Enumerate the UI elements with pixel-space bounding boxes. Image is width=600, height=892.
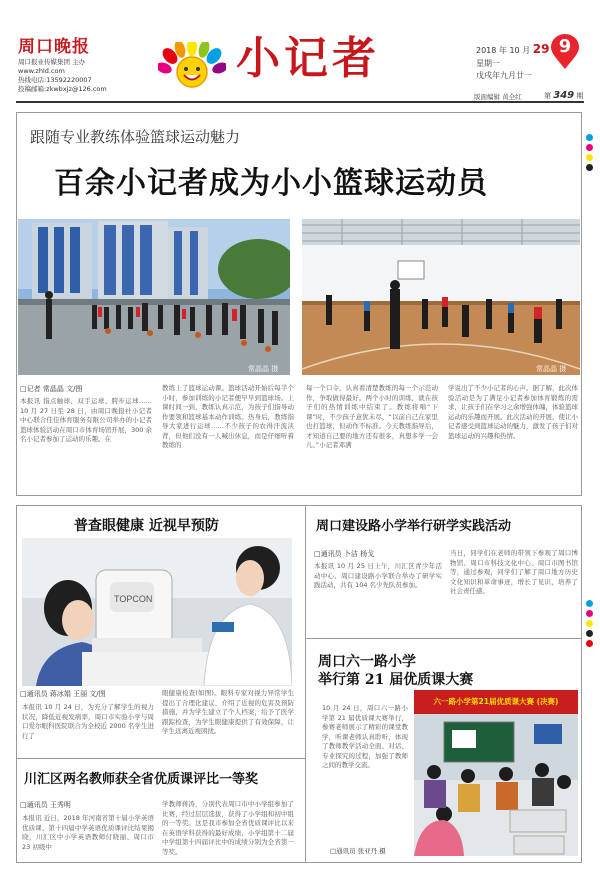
hotline-text: 热线电话:13592220007 [18,76,92,84]
cmyk-dot-yellow [586,154,593,161]
lunar-date: 戊戌年九月廿一 [476,71,532,80]
award-text-col1: 本报讯 近日，2018 年河南省第十届小学英语优质课、第十四届中学英语优质课评比结果揭晓，川汇区中小学英语教师付晓丽、周口市 23 初级中 [22,814,154,851]
lead-byline: □记者 常晶晶 文/图 [20,385,83,393]
date-year-month: 2018 年 10 月 [476,46,531,55]
lead-text-col4: 学说出了不少小记者的心声。据了解，此次体验活动是为了满足小记者参加体育锻炼的需求，让孩子们在学习之余增强体魄，体验篮球运动的乐趣而开展。此次活动的开展，使让小记者感受到篮球运动的魅力，激发了孩子们对篮球运动的兴趣和热情。 [448,384,578,440]
eye-text-col1: 本报讯 10 月 24 日，为充分了解学生的视力状况，降低近视发病率，周口市实验小学与周口爱尔眼科医院联合为全校近 2000 名学生进行了 [22,703,154,740]
class-contest-photo [414,690,578,856]
class-text: 10 月 24 日，周口六一路小学第 21 届优质课大赛举行，参赛老师展示了精彩的课堂教学，听课老师认真聆听，体现了教师教学活动全面、对话、专业探究的过程，加强了教师之间的教学交流。 [322,704,408,769]
award-text-col2: 学教师蒋涛，分别代表周口市中小学组参加了比赛，经过层层选拔，获得了小学组和初中组的一等奖。这是我市参加全省优质课评比以来在英语学科获得的最好成绩，小学组第十二届中学组第十四届评比中的成绩分别为全省第一等奖。 [162,800,294,856]
section-divider [305,638,582,639]
award-byline: □通讯员 王秀明 [20,801,71,809]
research-text-col2: 当日，同学们在老师的带领下参观了周口博物馆、周口市科技文化中心、周口市图书馆等，通过参观，同学们了解了周口地方历史文化知识和革命事迹，增长了见识，培养了社会责任感。 [450,549,578,595]
eye-headline: 普查眼健康 近视早预防 [74,518,219,534]
masthead-rule [16,101,584,103]
issue-prefix: 第 [544,92,551,100]
research-headline: 周口建设路小学举行研学实践活动 [316,519,512,534]
class-banner: 六一路小学第21届优质课大赛 (决赛) [433,697,559,706]
eye-text-col2: 眼健康检查(如图)。眼科专家对视力异常学生提出了合理化建议，介绍了近视的危害及预防措施，并为学生建立了个人档案，给予了医学跟踪检查，为学生眼健康提供了有效保障，让学生远离近视困扰。 [162,689,294,735]
weekday: 星期一 [476,59,500,68]
class-headline-pre: 举行第 [318,672,365,688]
section-title: 小记者 [236,33,380,84]
award-headline: 川汇区两名教师获全省优质课评比一等奖 [24,772,259,787]
research-byline: □通讯员 卜洁 杨戈 [314,550,375,558]
newspaper-logo: 周口晚报 [18,37,90,57]
issue-suffix: 期 [576,92,584,100]
sun-logo-icon [158,42,226,92]
column-divider [305,505,306,863]
issue-number-value: 349 [553,90,575,101]
cmyk-dot-cyan [586,134,593,141]
eye-byline: □通讯员 蒋冰娟 王丽 文/图 [20,690,106,698]
lead-kicker: 跟随专业教练体验篮球运动魅力 [30,128,241,146]
lead-text-col2: 教练上了篮球运动课。篮球活动开始后每半个小时，参加训练的小记者便早早到篮球场。上课时间一到，教练认真示范，为孩子们指导动作要领和篮球基本动作训练。热身后，教练指导大家进行运球……不少孩子的农得汗流浃背，但他们没有一人喊出休息，而是仔细听着教练的 [162,384,294,449]
lead-text-col1: 本报讯 指点触球、双手运球、胯步运球……10 月 27 日至 28 日，由周口晚报社小记者中心联合佳佳体育服务有限公司举办的小记者篮球体验活动在周口市体育场馆开展，300 余名小记者参加了运动的乐趣。在 [20,397,152,443]
editor-credit: 版面编辑 黄全红 [474,93,522,101]
research-text-col1: 本报讯 10 月 25 日上午，川汇区青少年活动中心、周口建设路小学联合举办了研学实践活动，共有 104 名少先队员参加。 [314,562,442,589]
class-byline: □通讯员 张亚丹 摄 [330,847,386,855]
email-text: 投稿邮箱:zkwbxjz@126.com [18,85,107,93]
lead-headline: 百余小记者成为小小篮球运动员 [54,166,488,201]
cmyk-dot-magenta [586,144,593,151]
lead-photo-outdoor [18,219,290,375]
sponsor-text: 周口报业传媒集团 主办 [18,58,86,66]
class-headline-post: 届优质课大赛 [384,672,474,688]
lead-photo-gym [302,219,580,375]
cmyk-dot-black [586,630,593,637]
date-day: 29 [532,42,550,56]
cmyk-dot-magenta [586,610,593,617]
date [476,42,549,56]
section-divider [16,758,305,759]
issue-number [544,90,583,101]
cmyk-dot-cyan [586,600,593,607]
svg-text:TOPCON: TOPCON [114,594,153,604]
page-number: 9 [558,36,572,57]
lead-text-col3: 每一个口令，认真看清楚教练的每一个示范动作，争取做得最好。两个小时的训练，就在孩子们的热情训练中结束了。教练将唱“下课”时，不少孩子意犹未尽，“以前自己在家里也打篮球，但动作不标准。今天教练指导后，才知道自己要的地方还有很多，真想多学一会儿。”小记者邓满 [306,384,438,449]
class-headline-num: 21 [364,672,385,688]
cmyk-dot-red [586,640,593,647]
website-text: www.zhld.com [18,67,65,75]
cmyk-dot-black [586,164,593,171]
photo2-caption: 常晶晶 摄 [536,365,567,373]
eye-exam-photo [22,538,292,686]
class-headline-line2 [318,669,473,689]
photo1-caption: 常晶晶 摄 [248,365,279,373]
class-headline-line1: 周口六一路小学 [318,654,416,670]
cmyk-dot-yellow [586,620,593,627]
